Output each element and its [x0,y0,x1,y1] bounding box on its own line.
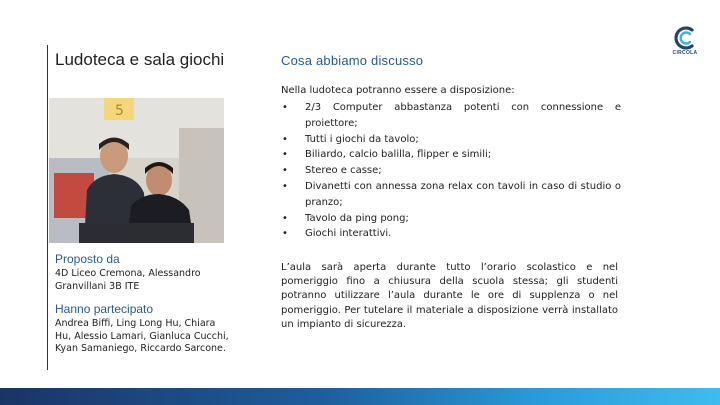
bullet-icon: • [282,228,288,240]
opening-hours-paragraph: L’aula sarà aperta durante tutto l’orario scolastico e nel pomeriggio fino a chiusura della scuola stessa; gli studenti potranno utilizzare l’aula durante le ore di supplenza o nel pomeriggio. Per tutelare il materiale a disposizione verrà installato un impianto di sicurezza. [281,262,618,330]
participants-label: Hanno partecipato [55,302,154,316]
bullet-icon: • [282,133,288,145]
slide-title: Ludoteca e sala giochi [55,50,225,69]
students-photo [49,98,224,243]
list-item: • Stereo e casse; [281,163,621,179]
photo-sign-number: 5 [115,103,124,119]
list-item: • Biliardo, calcio balilla, flipper e simili; [281,147,621,163]
proposed-by-label: Proposto da [55,252,120,266]
list-item: • Divanetti con annessa zona relax con tavoli in caso di studio o pranzo; [282,180,621,208]
section-heading: Cosa abbiamo discusso [281,53,424,68]
proposed-by-text: 4D Liceo Cremona, Alessandro Granvillani 3B ITE [55,268,201,292]
list-item: • Giochi interattivi. [281,226,621,242]
bullet-icon: • [282,165,288,177]
intro-text: Nella ludoteca potranno essere a disposizione: [281,85,515,96]
footer-gradient-bar [0,388,720,405]
bullet-icon: • [282,149,288,161]
list-item: • 2/3 Computer abbastanza potenti con connessione e proiettore; [282,102,621,129]
list-item: • Tutti i giochi da tavolo; [281,132,621,148]
bullet-icon: • [282,180,288,192]
logo-wordmark: CIRCOLA [672,50,698,56]
list-item: • Tavolo da ping pong; [281,211,621,227]
left-divider [47,45,48,370]
facilities-list [281,100,621,242]
participants-text: Andrea Biffi, Ling Long Hu, Chiara Hu, Alessio Lamari, Gianluca Cucchi, Kyan Samaniego, Riccardo Sarcone. [55,318,229,354]
bullet-icon: • [282,212,288,224]
bullet-icon: • [282,102,288,113]
